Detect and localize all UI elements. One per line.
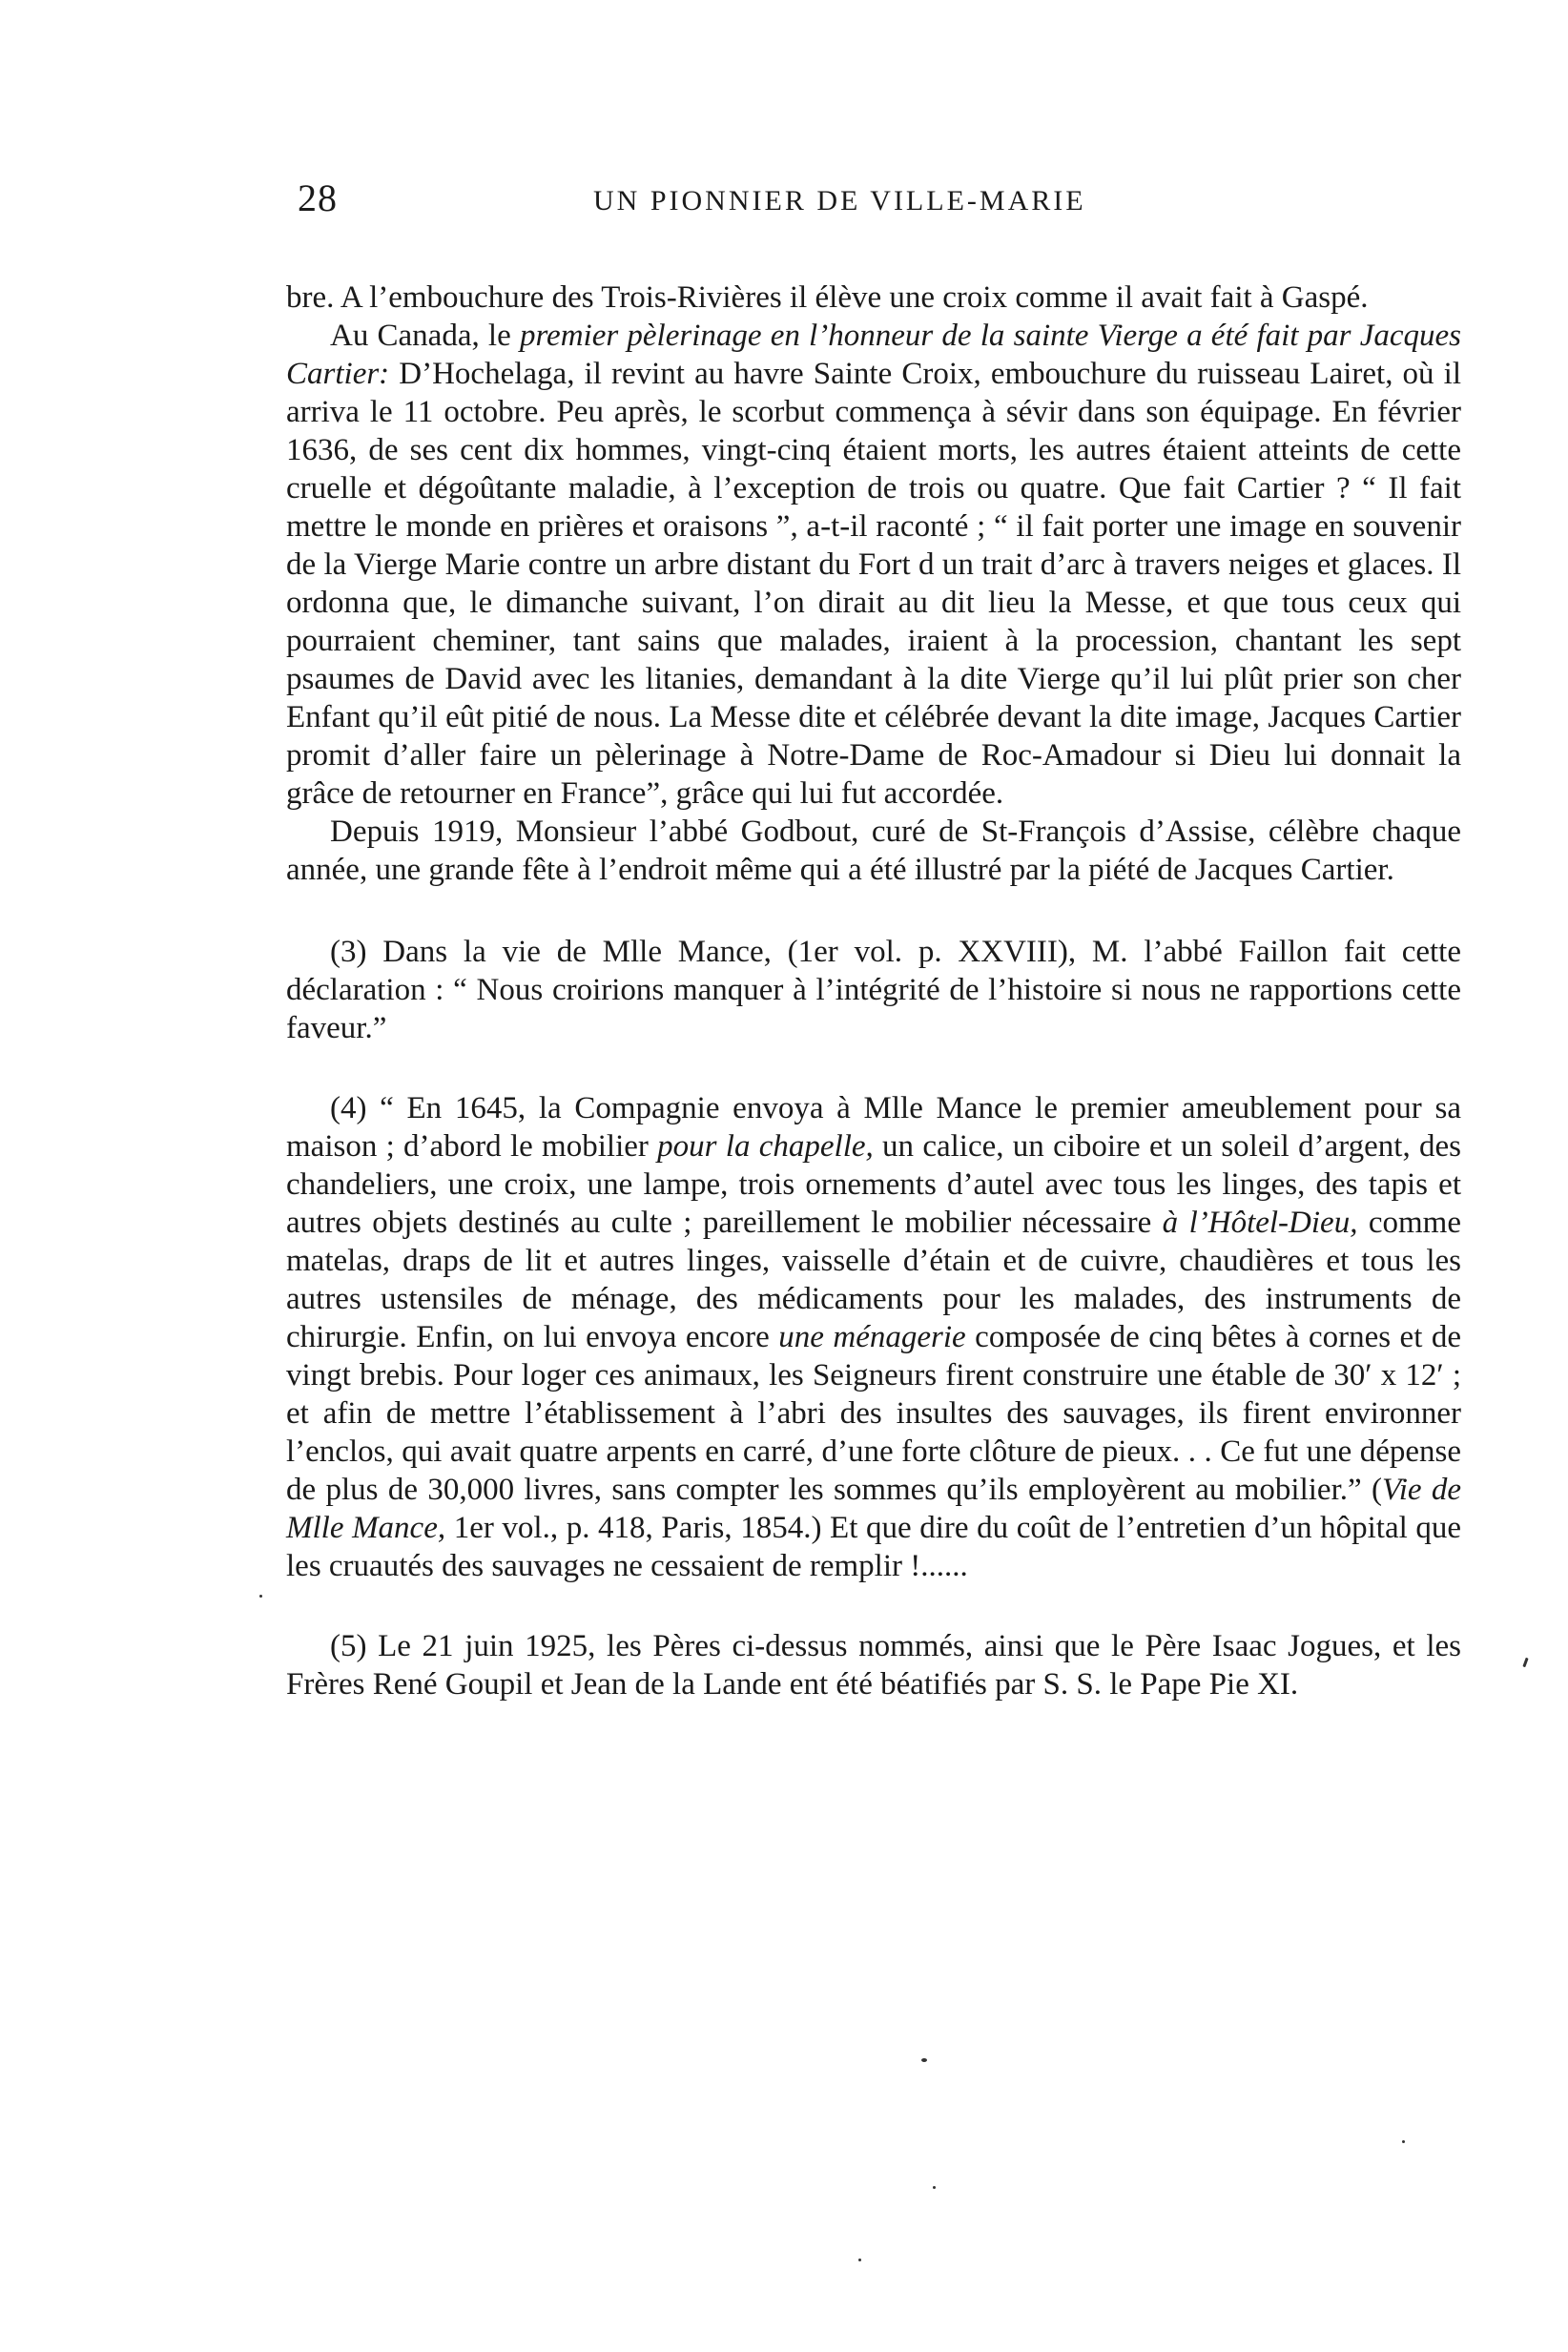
text-segment: composée de cinq bêtes à cornes et de vingt brebis. Pour loger ces animaux, les Seigneurs firent construire une étable de 30′ x 12′ ; et afin de mettre l’établissement à l’abri des insultes des sauvages, ils firent environner l’enclos, qui avait quatre arpents en carré, d’une forte clôture de pieux. . . Ce fut une dépense de plus de 30,000 livres, sans compter les sommes qu’ils employèrent au mobilier.” ( [286,1320,1461,1507]
text-segment: (4) “ En 1645, la Compagnie envoya à Mlle Mance le premier ameublement pour sa maison ; d’abord le mobilier [286,1091,1461,1164]
running-title: UN PIONNIER DE VILLE-MARIE [593,185,1086,217]
paragraph-continuation [286,279,1461,317]
text-segment: 1er vol., p. 418, Paris, 1854.) Et que dire du coût de l’entretien d’un hôpital que les cruautés des sauvages ne cessaient de remplir !...... [286,1511,1461,1583]
scan-speck [1402,2140,1405,2143]
italic-segment: une ménagerie [778,1320,966,1354]
text-segment: (3) Dans la vie de Mlle Mance, (1er vol. p. XXVIII), M. l’abbé Faillon fait cette déclaration : “ Nous croirions manquer à l’intégrité de l’histoire si nous ne rapportions cette faveur.” [286,935,1461,1045]
italic-segment: pour la chapelle, [657,1129,874,1164]
scan-speck [1522,1658,1528,1667]
scan-speck [259,1595,262,1598]
body-text [286,279,1461,1703]
footnote-3 [286,933,1461,1047]
scan-speck [921,2058,927,2062]
text-segment: D’Hochelaga, il revint au havre Sainte Croix, embouchure du ruisseau Lairet, où il arriva le 11 octobre. Peu après, le scorbut commença à sévir dans son équipage. En février 1636, de ses cent dix hommes, vingt-cinq étaient morts, les autres étaient atteints de cette cruelle et dégoûtante maladie, à l’exception de trois ou quatre. Que fait Cartier ? “ Il fait mettre le monde en prières et oraisons ”, a-t-il raconté ; “ il fait porter une image en souvenir de la Vierge Marie contre un arbre distant du Fort d un trait d’arc à travers neiges et glaces. Il ordonna que, le dimanche suivant, l’on dirait au dit lieu la Messe, et que tous ceux qui pourraient cheminer, tant sains que malades, iraient à la procession, chantant les sept psaumes de David avec les litanies, demandant à la dite Vierge qu’il lui plût prier son cher Enfant qu’il eût pitié de nous. La Messe dite et célébrée devant la dite image, Jacques Cartier promit d’aller faire un pèlerinage à Notre-Dame de Roc-Amadour si Dieu lui donnait la grâce de retourner en France”, grâce qui lui fut accordée. [286,357,1461,811]
italic-segment: Vie de Mlle Mance, [286,1473,1461,1545]
text-segment: Depuis 1919, Monsieur l’abbé Godbout, curé de St-François d’Assise, célèbre chaque année, une grande fête à l’endroit même qui a été illustré par la piété de Jacques Cartier. [286,815,1461,887]
text-segment: comme matelas, draps de lit et autres linges, vaisselle d’étain et de cuivre, chaudières et tous les autres ustensiles de ménage, des médicaments pour les malades, des instruments de chirurgie. Enfin, on lui envoya encore [286,1206,1461,1354]
page-header [298,175,1459,233]
text-segment: bre. A l’embouchure des Trois-Rivières il élève une croix comme il avait fait à Gaspé. [286,280,1369,315]
footnote-4 [286,1089,1461,1585]
page-number: 28 [298,176,338,219]
footnote-5 [286,1627,1461,1703]
text-segment: Au Canada, le [330,319,520,353]
scan-speck [858,2259,861,2261]
text-segment: un calice, un ciboire et un soleil d’argent, des chandeliers, une croix, une lampe, trois ornements d’autel avec tous les linges, des tapis et autres objets destinés au culte ; pareillement le mobilier nécessaire [286,1129,1461,1240]
paragraph-godbout [286,813,1461,889]
italic-segment: premier pèlerinage en l’honneur de la sainte Vierge a été fait par Jacques Cartier: [286,319,1461,391]
paragraph-cartier-pilgrimage [286,317,1461,813]
italic-segment: à l’Hôtel-Dieu, [1162,1206,1358,1240]
scan-speck [933,2186,936,2189]
text-segment: (5) Le 21 juin 1925, les Pères ci-dessus nommés, ainsi que le Père Isaac Jogues, et les Frères René Goupil et Jean de la Lande ent été béatifiés par S. S. le Pape Pie XI. [286,1629,1461,1702]
